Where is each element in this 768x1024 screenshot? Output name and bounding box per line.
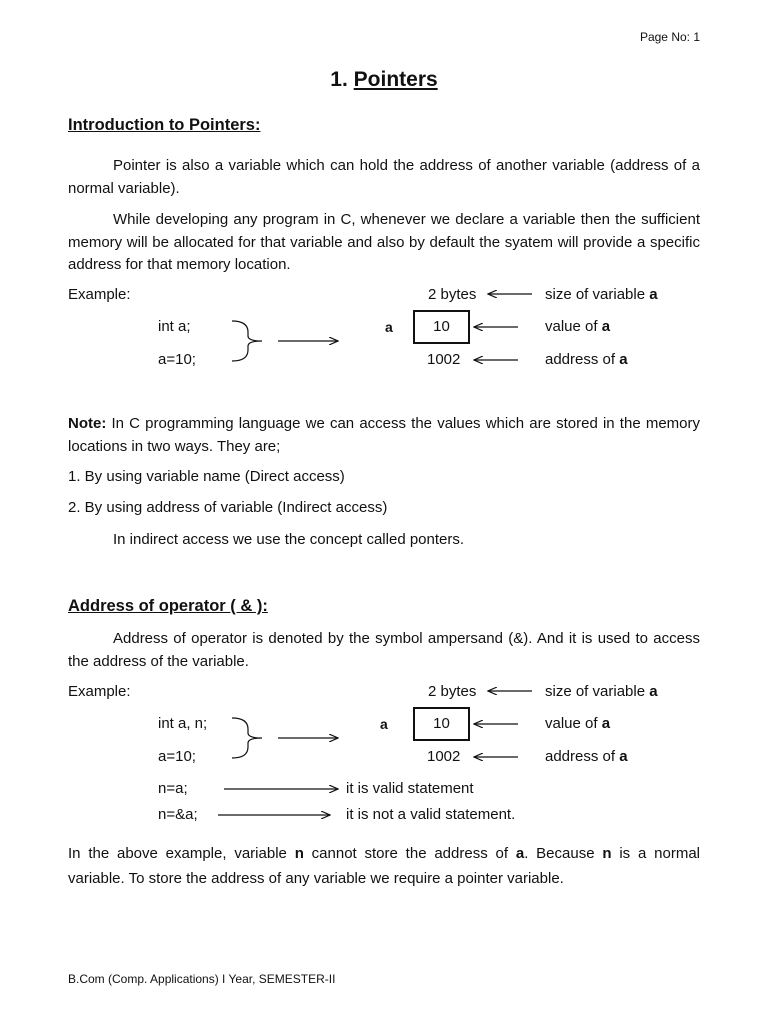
page-title (0, 68, 768, 92)
list-item: 1. By using variable name (Direct access) (68, 468, 345, 485)
code-line: a=10; (158, 351, 196, 368)
intro-paragraph-2: While developing any program in C, whenever we declare a variable then the sufficient memory will be allocated for that variable and also by default the syatem will provide a specific address for that memory location. (68, 211, 700, 273)
code-line: int a, n; (158, 715, 208, 732)
size-text: 2 bytes (428, 286, 477, 303)
address-description: address of a (545, 748, 628, 765)
example-label: Example: (68, 683, 131, 700)
title-text: Pointers (353, 68, 438, 91)
section-heading-intro: Introduction to Pointers: (68, 116, 261, 134)
size-text: 2 bytes (428, 683, 477, 700)
valid-statement: it is valid statement (346, 780, 474, 797)
value-description: value of a (545, 715, 611, 732)
size-description: size of variable a (545, 683, 658, 700)
address-operator-paragraph: Address of operator is denoted by the symbol ampersand (&). And it is used to access the address of the variable. (68, 630, 700, 670)
concept-line: In indirect access we use the concept called ponters. (113, 531, 465, 548)
footer: B.Com (Comp. Applications) I Year, SEMESTER-II (68, 972, 336, 986)
address-value: 1002 (427, 351, 461, 368)
code-line: int a; (158, 318, 191, 335)
variable-label: a (380, 716, 388, 732)
memory-cell: 10 (413, 310, 470, 344)
code-line: n=a; (158, 780, 188, 797)
title-number: 1. (330, 68, 348, 91)
code-line: n=&a; (158, 806, 198, 823)
page-number: Page No: 1 (639, 30, 700, 44)
intro-paragraph-1: Pointer is also a variable which can hold the address of another variable (address of a normal variable). (68, 157, 700, 197)
note-paragraph: Note: In C programming language we can access the values which are stored in the memory locations in two ways. They are; (68, 415, 700, 455)
address-value: 1002 (427, 748, 461, 765)
size-description: size of variable a (545, 286, 658, 303)
memory-cell: 10 (413, 707, 470, 741)
list-item: 2. By using address of variable (Indirect access) (68, 499, 388, 516)
variable-label: a (385, 319, 393, 335)
brace-icon (232, 718, 262, 758)
value-description: value of a (545, 318, 611, 335)
section-heading-address-operator: Address of operator ( & ): (68, 597, 268, 615)
address-description: address of a (545, 351, 628, 368)
invalid-statement: it is not a valid statement. (346, 806, 516, 823)
conclusion-paragraph: In the above example, variable n cannot store the address of a. Because n is a normal variable. To store the address of any variable we require a pointer variable. (68, 845, 700, 887)
brace-icon (232, 321, 262, 361)
example-label: Example: (68, 286, 131, 303)
code-line: a=10; (158, 748, 196, 765)
